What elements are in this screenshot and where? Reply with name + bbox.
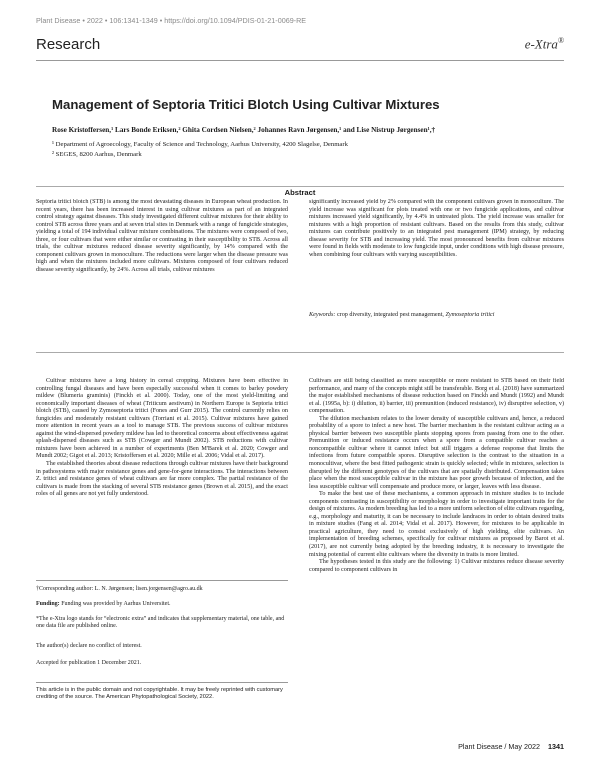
funding-note	[36, 601, 288, 608]
abstract-rule-top	[36, 186, 564, 187]
abstract-heading: Abstract	[284, 188, 316, 197]
header-rule	[36, 60, 564, 61]
keywords-list: crop diversity, integrated pest management,	[336, 312, 444, 318]
body-right-column	[309, 378, 564, 750]
article-title: Management of Septoria Tritici Blotch Using Cultivar Mixtures	[52, 97, 440, 112]
page-footer	[458, 742, 564, 751]
page-number: 1341	[548, 742, 564, 751]
footer-journal: Plant Disease / May 2022	[458, 742, 540, 751]
author-list: Rose Kristoffersen,¹ Lars Bonde Eriksen,² Ghita Cordsen Nielsen,² Johannes Ravn Jørgensen,¹ and Lise Nistrup Jørgensen¹,†	[52, 126, 436, 134]
extra-logo: e-Xtra®	[524, 36, 564, 52]
body-left-column	[36, 378, 288, 564]
license-rule	[36, 682, 288, 683]
running-header: Plant Disease • 2022 • 106:1341-1349 • https://doi.org/10.1094/PDIS-01-21-0069-RE	[36, 16, 307, 25]
section-label: Research	[36, 36, 101, 53]
keywords-species: Zymoseptoria tritici	[445, 312, 495, 318]
keywords-label: Keywords:	[309, 312, 336, 318]
paragraph: The dilution mechanism relates to the lower density of susceptible cultivars and, hence, a reduced probability of a spore to infect a new host. The barrier mechanism is the resistant cultivar acting as a physical barrier between two susceptible plants stopping spores from passing from one to the other. Premunition or induced resistance occurs when a spore from a compatible cultivar reaches a noncompatible cultivar where it cannot infect but still triggers a defense response that limits the infections from future compatible spores. Disruptive selection is the contrast to the situation in a monocultivar, where the best fitted pathogenic strain is quickly selected; while in mixtures, selection is disrupted by the different genotypes of the cultivars that are spatially distributed. Compensation takes place when the most susceptible cultivar in the mixture has poor growth because of infection, and the less susceptible cultivar will compensate and produce more, or larger, leaves with less disease.	[309, 415, 564, 490]
affiliations	[52, 140, 552, 160]
abstract-left-column: Septoria tritici blotch (STB) is among the most devastating diseases in European wheat production. In recent years, there has been increased interest in using cultivar mixtures as part of an integrated control strategy against diseases. This study investigated different cultivar mixtures for their ability to control STB across three years and at seven trial sites in Denmark with a range of fungicide strategies, yielding a total of 194 individual cultivar mixture combinations. The mixtures were composed of two, three, or four cultivars that were either similar or contrasting in their susceptibility to STB. Across all trials, the cultivar mixtures reduced disease severity significantly, by 14% compared with the component cultivars grown in monoculture. The reductions were larger when the disease pressure was high and when the mixtures included more cultivars. Mixtures composed of four cultivars reduced disease severity significantly, by 24%. Across all trials, cultivar mixtures	[36, 199, 288, 273]
license-note: This article is in the public domain and not copyrightable. It may be freely reprinted with customary crediting of the source. The American Phytopathological Society, 2022.	[36, 687, 283, 701]
paragraph: Cultivars are still being classified as more susceptible or more resistant to STB based on their field performance, and many of the concepts might still be transferable. Borg et al. (2018) have summarized the major established mechanisms of disease reduction based on Finckh and Mundt (1992) and Mundt et al. (1995a, b): i) dilution, ii) barrier, iii) premunition (induced resistance), iv) disruptive selection, v) compensation.	[309, 378, 564, 415]
conflict-note: The author(s) declare no conflict of interest.	[36, 643, 142, 649]
footnote-rule	[36, 580, 288, 581]
paragraph: The established theories about disease reductions through cultivar mixtures have their background in pathosystems with major resistance genes and gene-for-gene interactions. The interactions between Z. tritici and resistance genes of wheat cultivars are far more complex. The partial resistance of the cultivars is made from the stacking of several STB resistance genes (Brown et al. 2015), and the exact roles of all genes are not yet fully understood.	[36, 461, 288, 498]
corresponding-author: †Corresponding author: L. N. Jørgensen; lisen.jorgensen@agro.au.dk	[36, 586, 203, 592]
paragraph: Cultivar mixtures have a long history in cereal cropping. Mixtures have been effective in controlling fungal diseases and have been especially successful when it comes to barley powdery mildew (Blumeria graminis) (Finckh et al. 2000). Today, one of the most yield-limiting and economically important diseases of wheat (Triticum aestivum) in Northern Europe is Septoria tritici blotch (STB), caused by Zymoseptoria tritici (Fones and Gurr 2015). The control currently relies on fungicides and moderately resistant cultivars (Torriani et al. 2015). Cultivar mixtures have gained more attention in recent years as a tool to manage STB. The previous success of cultivar mixtures against the wind-dispersed powdery mildew has led to theoretical concerns about effectiveness against splash-dispersed diseases such as STB (Cowger and Mundt 2002). STB reductions with cultivar mixtures have been achieved in a number of experiments (Ben M'Barek et al. 2020; Cowger and Mundt 2002; Gigot et al. 2013; Kristoffersen et al. 2020; Mille et al. 2006; Vidal et al. 2017).	[36, 378, 288, 460]
affiliation-1: ¹ Department of Agroecology, Faculty of Science and Technology, Aarhus University, 4200 Slagelse, Denmark	[52, 141, 348, 148]
paragraph: To make the best use of these mechanisms, a common approach in mixture studies is to include components contrasting in susceptibility or morphology in order to investigate important traits for the design of mixtures. As modern breeding has led to a more uniform selection of elite cultivars regarding, e.g., morphology and maturity, it can be necessary to include landraces in order to obtain desired traits in mixture studies (Fang et al. 2014; Vidal et al. 2017). However, for mixtures to be applicable in practical agriculture, they need to consist exclusively of high yielding, elite cultivars. An implementation of breeding schemes, specifically for cultivar mixtures as proposed by Barot et al. (2017), are not currently being adopted by the breeding industry, it is necessary to investigate the mixing potential of current elite cultivars where the diversity in traits is more limited.	[309, 491, 564, 558]
affiliation-2: ² SEGES, 8200 Aarhus, Denmark	[52, 151, 142, 158]
funding-label: Funding:	[36, 601, 60, 607]
paragraph: The hypotheses tested in this study are the following: 1) Cultivar mixtures reduce disease severity compared to component cultivars in	[309, 559, 564, 573]
abstract-rule-bottom	[36, 352, 564, 353]
extra-note: *The e-Xtra logo stands for “electronic extra” and indicates that supplementary material, one table, and one data file are published online.	[36, 616, 285, 630]
accepted-note: Accepted for publication 1 December 2021.	[36, 660, 142, 666]
keywords	[309, 312, 564, 320]
abstract-right-column: significantly increased yield by 2% compared with the component cultivars grown in monoculture. The yield increase was significant for plots treated with one or two fungicide applications, and cultivar mixtures increased yield significantly, by 4.4% in untreated plots. The yield increase was smaller for mixtures with a high proportion of resistant cultivars. Based on the results from this study, cultivar mixtures can contribute positively to an integrated pest management (IPM) strategy, by reducing disease severity for STB and increasing yield. The most pronounced benefits from cultivar mixtures were found in fields with moderate to low fungicide input, under conditions with high disease pressure, when combining four cultivars with varying susceptibilities.	[309, 199, 564, 258]
funding-text: Funding was provided by Aarhus Universitet.	[61, 601, 171, 607]
